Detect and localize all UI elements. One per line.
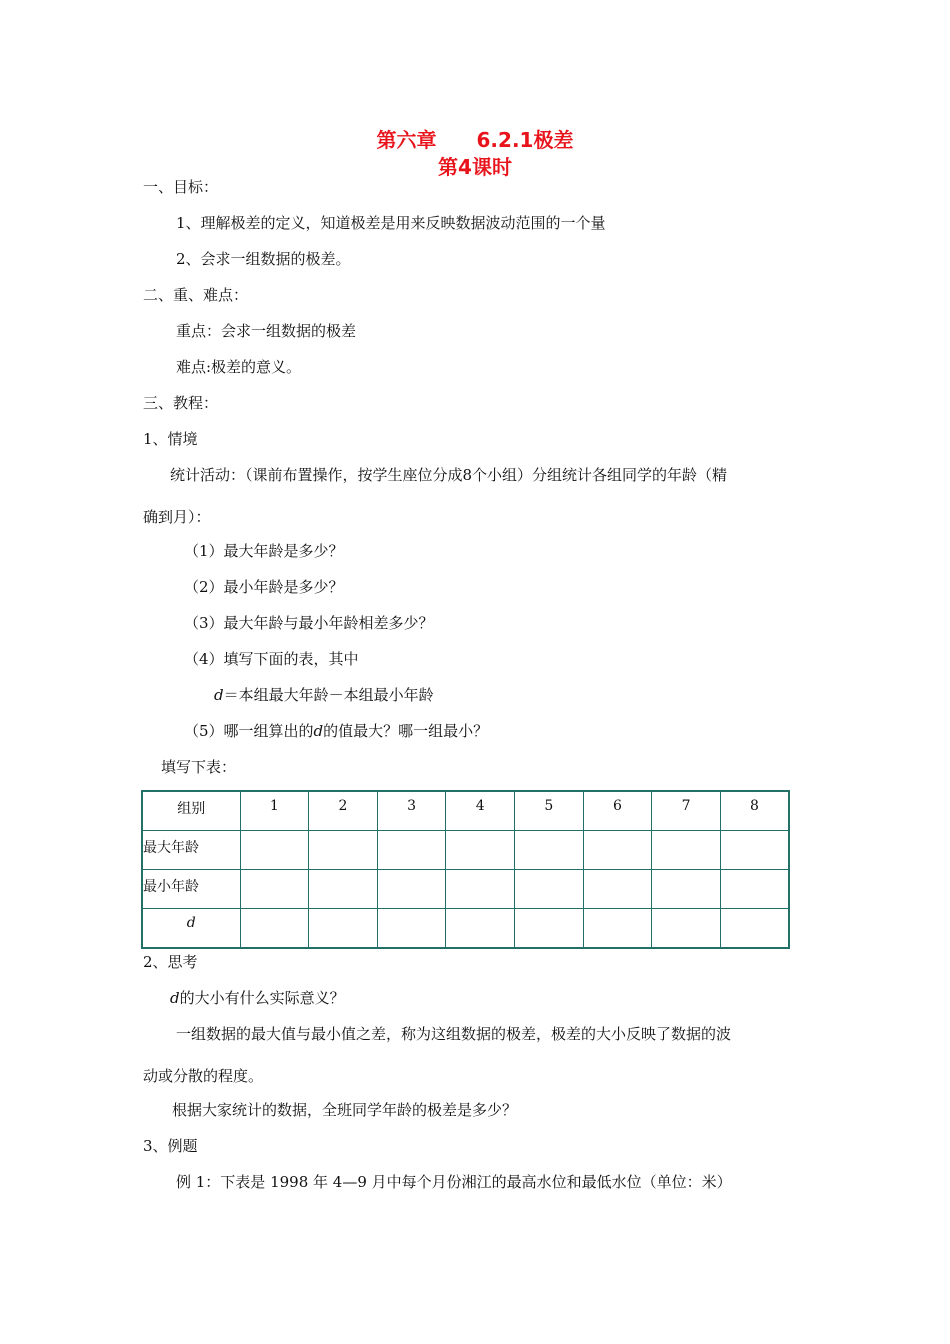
table-header-group: 8 — [720, 791, 789, 831]
table-header-group: 6 — [583, 791, 652, 831]
goal-item-2: 2、会求一组数据的极差。 — [176, 250, 351, 268]
table-cell — [240, 909, 309, 949]
think-question — [170, 988, 345, 1008]
table-cell — [446, 909, 515, 949]
class-range-question: 根据大家统计的数据，全班同学年龄的极差是多少？ — [172, 1101, 518, 1119]
table-cell — [309, 909, 378, 949]
table-cell — [720, 909, 789, 949]
table-cell — [652, 909, 721, 949]
lesson-title: 第4课时 — [438, 155, 512, 179]
table-header-label: 组别 — [142, 791, 240, 831]
table-cell — [240, 831, 309, 870]
formula-text: ＝本组最大年龄－本组最小年龄 — [223, 686, 434, 704]
chapter-label: 第六章 — [376, 128, 437, 152]
table-header-group: 7 — [652, 791, 721, 831]
table-cell — [515, 909, 584, 949]
table-cell — [446, 831, 515, 870]
subsection-think-heading: 2、思考 — [143, 953, 198, 971]
subsection-example-heading: 3、例题 — [143, 1137, 198, 1155]
definition-line1: 一组数据的最大值与最小值之差，称为这组数据的极差，极差的大小反映了数据的波 — [176, 1025, 732, 1043]
fill-table-instruction: 填写下表： — [161, 758, 237, 776]
question-4: （4）填写下面的表，其中 — [184, 650, 359, 668]
chapter-title — [0, 124, 950, 153]
section-goals-heading: 一、目标： — [143, 178, 219, 196]
question-5-pre: （5）哪一组算出的 — [184, 722, 314, 740]
table-cell — [720, 831, 789, 870]
table-header-group: 1 — [240, 791, 309, 831]
table-cell — [652, 870, 721, 909]
table-header-group: 3 — [377, 791, 446, 831]
question-1: （1）最大年龄是多少？ — [184, 542, 344, 560]
example-1-text: 例 1：下表是 1998 年 4—9 月中每个月份湘江的最高水位和最低水位（单位：米） — [176, 1173, 732, 1191]
formula-line — [214, 685, 434, 705]
table-cell — [377, 870, 446, 909]
table-cell — [309, 831, 378, 870]
table-cell — [583, 909, 652, 949]
row-label-d: d — [142, 909, 240, 949]
row-label-min-age: 最小年龄 — [142, 870, 240, 909]
formula-variable: d — [214, 686, 224, 704]
key-point: 重点：会求一组数据的极差 — [176, 322, 357, 340]
row-label-max-age: 最大年龄 — [142, 831, 240, 870]
question-5-post: 的值最大？哪一组最小？ — [323, 722, 489, 740]
question-3: （3）最大年龄与最小年龄相差多少？ — [184, 614, 434, 632]
table-cell — [309, 870, 378, 909]
table-row — [142, 909, 789, 949]
table-cell — [377, 909, 446, 949]
think-text: 的大小有什么实际意义？ — [179, 989, 345, 1007]
table-header-row — [142, 791, 789, 831]
section-key-points-heading: 二、重、难点： — [143, 286, 249, 304]
definition-line2: 动或分散的程度。 — [143, 1067, 264, 1085]
question-5 — [184, 721, 488, 741]
question-5-variable: d — [313, 722, 324, 740]
table-row — [142, 870, 789, 909]
section-process-heading: 三、教程： — [143, 394, 219, 412]
table-cell — [446, 870, 515, 909]
table-cell — [652, 831, 721, 870]
think-variable: d — [170, 989, 180, 1007]
table-cell — [515, 870, 584, 909]
table-cell — [515, 831, 584, 870]
table-cell — [240, 870, 309, 909]
table-header-group: 2 — [309, 791, 378, 831]
activity-text-line2: 确到月）： — [143, 508, 211, 526]
table-header-group: 4 — [446, 791, 515, 831]
difficulty-point: 难点:极差的意义。 — [176, 358, 302, 376]
activity-text-line1: 统计活动：（课前布置操作，按学生座位分成8个小组）分组统计各组同学的年龄（精 — [170, 466, 728, 484]
table-cell — [583, 831, 652, 870]
goal-item-1: 1、理解极差的定义，知道极差是用来反映数据波动范围的一个量 — [176, 214, 606, 232]
table-cell — [377, 831, 446, 870]
age-range-table — [141, 790, 790, 949]
table-row — [142, 831, 789, 870]
table-header-group: 5 — [515, 791, 584, 831]
section-label: 6.2.1极差 — [476, 128, 574, 152]
table-cell — [720, 870, 789, 909]
table-cell — [583, 870, 652, 909]
question-2: （2）最小年龄是多少？ — [184, 578, 344, 596]
subsection-context-heading: 1、情境 — [143, 430, 198, 448]
